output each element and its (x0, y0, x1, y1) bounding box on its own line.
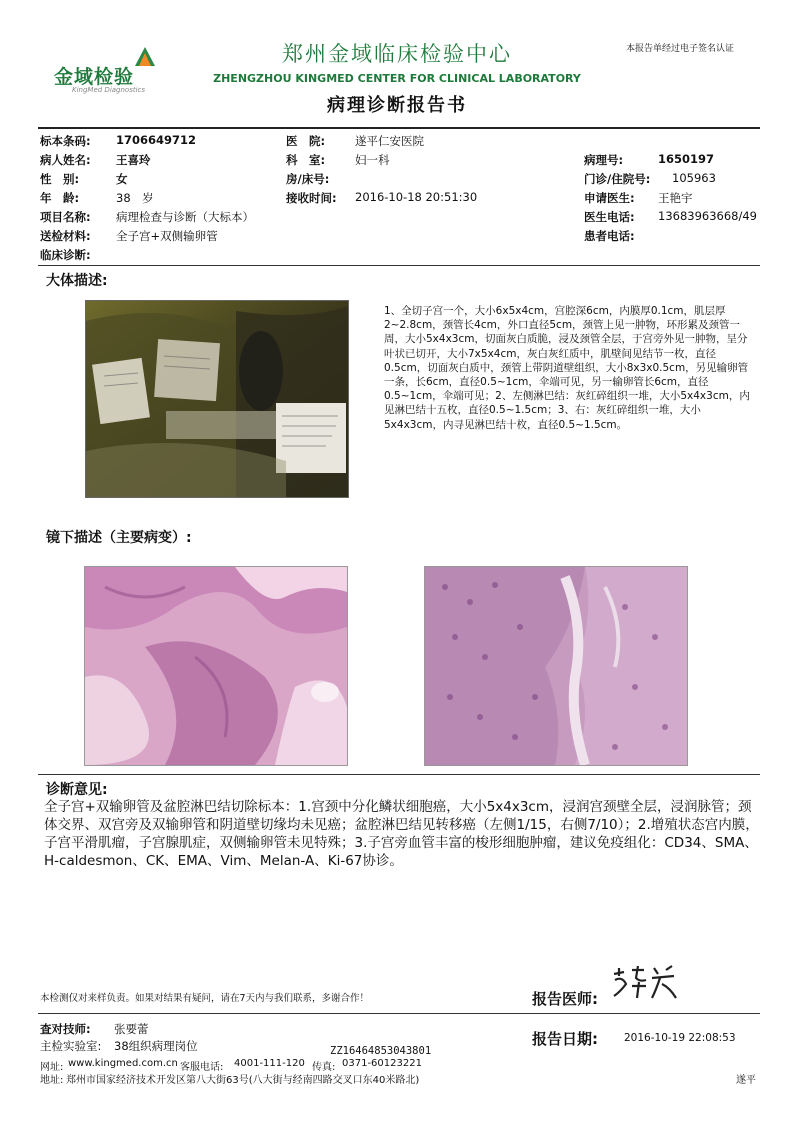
doctor-label: 申请医生: (584, 191, 635, 205)
patient-name: 王喜玲 (116, 153, 151, 167)
age-label: 年 龄: (40, 191, 80, 205)
item: 病理检查与诊断（大标本） (116, 210, 254, 224)
report-date-label: 报告日期: (532, 1030, 598, 1048)
info-rule (38, 265, 760, 266)
gross-specimen-photo (85, 300, 349, 498)
patient-label: 病人姓名: (40, 153, 91, 167)
org-name-cn: 郑州金域临床检验中心 (282, 42, 512, 66)
sex-label: 性 别: (40, 172, 80, 186)
clinical-label: 临床诊断: (40, 248, 91, 262)
hospital: 遂平仁安医院 (355, 134, 424, 148)
esign-note: 本报告单经过电子签名认证 (626, 44, 735, 54)
service-phone: 4001-111-120 (234, 1058, 305, 1069)
checker: 张要蕾 (114, 1022, 149, 1036)
doctor-phone-label: 医生电话: (584, 210, 635, 224)
checker-label: 查对技师: (40, 1022, 91, 1036)
specimen-no-label: 标本条码: (40, 134, 91, 148)
fax: 0371-60123221 (342, 1058, 422, 1069)
hospital-label: 医 院: (286, 134, 326, 148)
path-no-label: 病理号: (584, 153, 624, 167)
gross-title: 大体描述: (46, 273, 108, 289)
specimen-no: 1706649712 (116, 133, 197, 147)
sex: 女 (116, 172, 128, 186)
fax-label: 传真: (312, 1062, 336, 1073)
clinic-no-label: 门诊/住院号: (584, 172, 651, 186)
report-title: 病理诊断报告书 (327, 95, 467, 116)
header-rule (38, 127, 760, 129)
lab-label: 主检实验室: (40, 1039, 102, 1053)
micro-title: 镜下描述（主要病变）: (46, 530, 192, 546)
barcode-number: ZZ16464853043801 (330, 1045, 432, 1057)
gross-description: 1、全切子宫一个，大小6x5x4cm，宫腔深6cm，内膜厚0.1cm，肌层厚2~2.8cm，颈管长4cm，外口直径5cm，颈管上见一肿物，环形累及颈管一周，大小5x4x3cm，切面灰白质脆，浸及颈管全层，于宫旁外见一肿物，呈分叶状已切开，大小7x5x4cm，灰白灰红质中，肌壁间见结节一枚，直径0.5cm，切面灰白质中，颈管上带阴道壁组织，大小8x3x0.5cm，另见输卵管一条，长6cm，直径0.5~1cm，伞端可见，另一输卵管长6cm，直径0.5~1cm，伞端可见；2、左侧淋巴结：灰红碎组织一堆，大小5x4x3cm，内见淋巴结十五枚，直径0.5~1.5cm；3、右：灰红碎组织一堆，大小5x4x3cm，内寻见淋巴结十枚，直径0.5~1.5cm。 (384, 305, 750, 431)
lab: 38组织病理岗位 (114, 1039, 198, 1053)
doctor-phone: 13683963668/49 (658, 209, 757, 223)
micro-image-2 (424, 566, 688, 766)
footer-tag: 遂平 (736, 1075, 756, 1086)
diagnosis-title: 诊断意见: (46, 782, 108, 798)
material: 全子宫+双侧输卵管 (116, 229, 218, 243)
clinic-no: 105963 (672, 171, 716, 185)
website: www.kingmed.com.cn (68, 1058, 178, 1069)
dept-label: 科 室: (286, 153, 326, 167)
patient-phone-label: 患者电话: (584, 229, 635, 243)
dept: 妇一科 (355, 153, 390, 167)
report-date: 2016-10-19 22:08:53 (624, 1032, 736, 1044)
micro-rule (38, 774, 760, 775)
diagnosis-text: 全子宫+双输卵管及盆腔淋巴结切除标本：1.宫颈中分化鳞状细胞癌，大小5x4x3cm，浸润宫颈壁全层，浸润脉管；颈体交界、双宫旁及双输卵管和阴道壁切缘均未见癌；盆腔淋巴结见转移癌（左侧1/15，右侧7/10）；2.增殖状态宫内膜，子宫平滑肌瘤，子宫腺肌症，双侧输卵管未见特殊；3.子宫旁血管丰富的梭形细胞肿瘤，建议免疫组化：CD34、SMA、H-caldesmon、CK、EMA、Vim、Melan-A、Ki-67协诊。 (44, 799, 759, 869)
item-label: 项目名称: (40, 210, 91, 224)
website-label: 网址: (40, 1062, 64, 1073)
age: 38 岁 (116, 191, 154, 205)
address: 郑州市国家经济技术开发区第八大街63号(八大街与经南四路交叉口东40米路北) (66, 1075, 420, 1086)
service-label: 客服电话: (180, 1062, 224, 1073)
doctor: 王艳宇 (658, 191, 693, 205)
material-label: 送检材料: (40, 229, 91, 243)
address-label: 地址: (40, 1075, 64, 1086)
org-name-en: ZHENGZHOU KINGMED CENTER FOR CLINICAL LABORATORY (213, 72, 581, 85)
disclaimer: 本检测仅对来样负责。如果对结果有疑问，请在7天内与我们联系，多谢合作！ (40, 993, 370, 1004)
footer-rule (38, 1013, 760, 1014)
micro-image-1 (84, 566, 348, 766)
doctor-signature (610, 962, 680, 1002)
room-label: 房/床号: (286, 172, 330, 186)
report-doctor-label: 报告医师: (532, 990, 598, 1008)
logo-text: 金域检验 (54, 66, 135, 88)
logo-subtext: KingMed Diagnostics (72, 86, 146, 94)
received-time: 2016-10-18 20:51:30 (355, 190, 478, 204)
received-label: 接收时间: (286, 191, 337, 205)
path-no: 1650197 (658, 152, 715, 166)
